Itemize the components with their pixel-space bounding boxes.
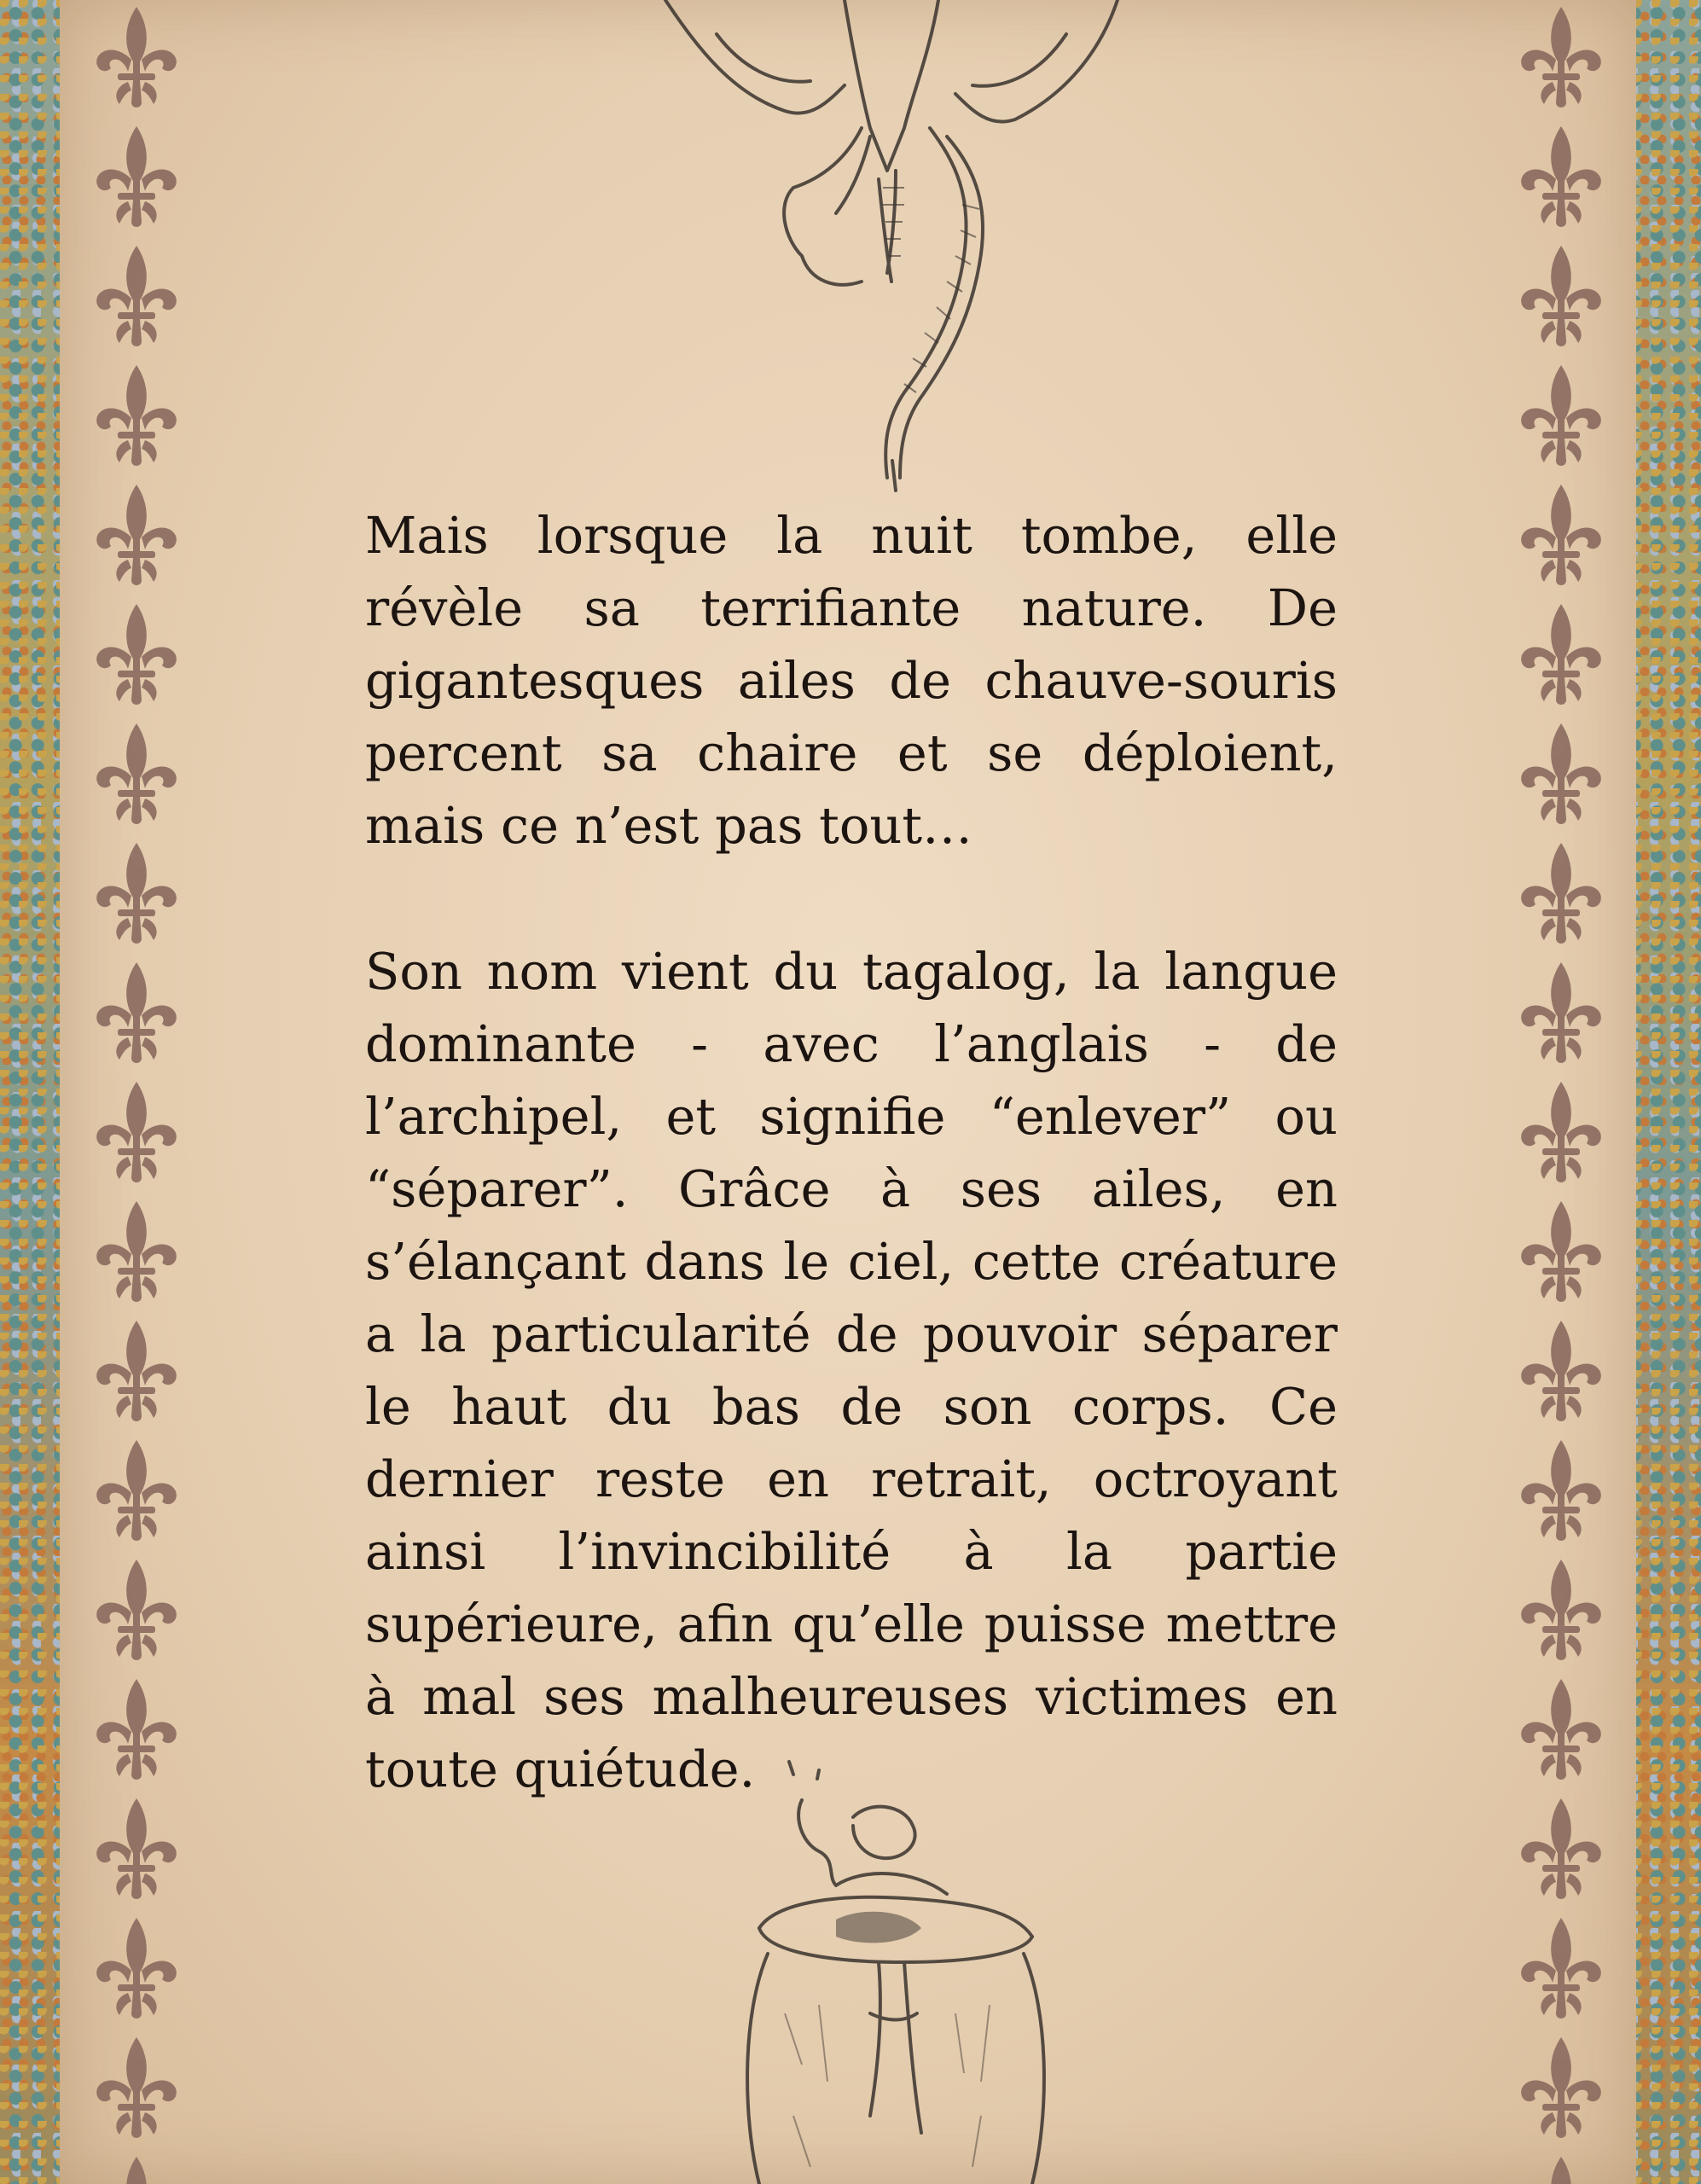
paragraph-1: Mais lorsque la nuit tombe, elle révèle sa terrifiante nature. De gigantesques ailes de chauve-souris percent sa chaire et se déploient, mais ce n’est pas tout… xyxy=(365,506,1338,855)
fleur-de-lis-icon xyxy=(77,1672,196,1792)
fleur-de-lis-icon xyxy=(77,836,196,956)
fleur-de-lis-icon xyxy=(1501,2150,1621,2184)
fleur-de-lis-icon xyxy=(77,1433,196,1553)
fleur-de-lis-icon xyxy=(1501,239,1621,358)
fleur-de-lis-icon xyxy=(1501,1792,1621,1911)
left-fleur-border xyxy=(77,0,196,2184)
fleur-de-lis-icon xyxy=(1501,478,1621,597)
fleur-de-lis-icon xyxy=(1501,0,1621,119)
fleur-de-lis-icon xyxy=(77,2150,196,2184)
fleur-de-lis-icon xyxy=(77,358,196,478)
fleur-de-lis-icon xyxy=(1501,1194,1621,1314)
fleur-de-lis-icon xyxy=(77,1792,196,1911)
paragraph-2: Son nom vient du tagalog, la langue dominante - avec l’anglais - de l’archipel, et signifie “enlever” ou “séparer”. Grâce à ses ailes, en s’élançant dans le ciel, cette créature a la particularité de pouvoir séparer le haut du bas de son corps. Ce dernier reste en retrait, octroyant ainsi l’invincibilité à la partie supérieure, afin qu’elle puisse mettre à mal ses malheureuses victimes en toute quiétude. xyxy=(365,942,1338,1798)
fleur-de-lis-icon xyxy=(1501,358,1621,478)
fleur-de-lis-icon xyxy=(77,717,196,836)
fleur-de-lis-icon xyxy=(1501,1672,1621,1792)
jar-creature-sketch-icon xyxy=(708,1757,1100,2184)
fleur-de-lis-icon xyxy=(77,239,196,358)
fleur-de-lis-icon xyxy=(77,1194,196,1314)
fleur-de-lis-icon xyxy=(1501,1553,1621,1672)
fleur-de-lis-icon xyxy=(77,119,196,239)
fleur-de-lis-icon xyxy=(1501,2030,1621,2150)
fleur-de-lis-icon xyxy=(77,1314,196,1433)
fleur-de-lis-icon xyxy=(1501,1433,1621,1553)
winged-creature-sketch-icon xyxy=(589,0,1203,495)
fleur-de-lis-icon xyxy=(77,1911,196,2030)
right-fleur-border xyxy=(1501,0,1621,2184)
fleur-de-lis-icon xyxy=(1501,1911,1621,2030)
fleur-de-lis-icon xyxy=(1501,119,1621,239)
fleur-de-lis-icon xyxy=(77,478,196,597)
fleur-de-lis-icon xyxy=(77,2030,196,2150)
fleur-de-lis-icon xyxy=(1501,1075,1621,1194)
parchment-page xyxy=(60,0,1636,2184)
fleur-de-lis-icon xyxy=(77,1075,196,1194)
fleur-de-lis-icon xyxy=(1501,1314,1621,1433)
fleur-de-lis-icon xyxy=(77,956,196,1075)
fleur-de-lis-icon xyxy=(1501,836,1621,956)
fleur-de-lis-icon xyxy=(77,1553,196,1672)
fleur-de-lis-icon xyxy=(1501,956,1621,1075)
fleur-de-lis-icon xyxy=(1501,717,1621,836)
fleur-de-lis-icon xyxy=(77,597,196,717)
fleur-de-lis-icon xyxy=(77,0,196,119)
fleur-de-lis-icon xyxy=(1501,597,1621,717)
